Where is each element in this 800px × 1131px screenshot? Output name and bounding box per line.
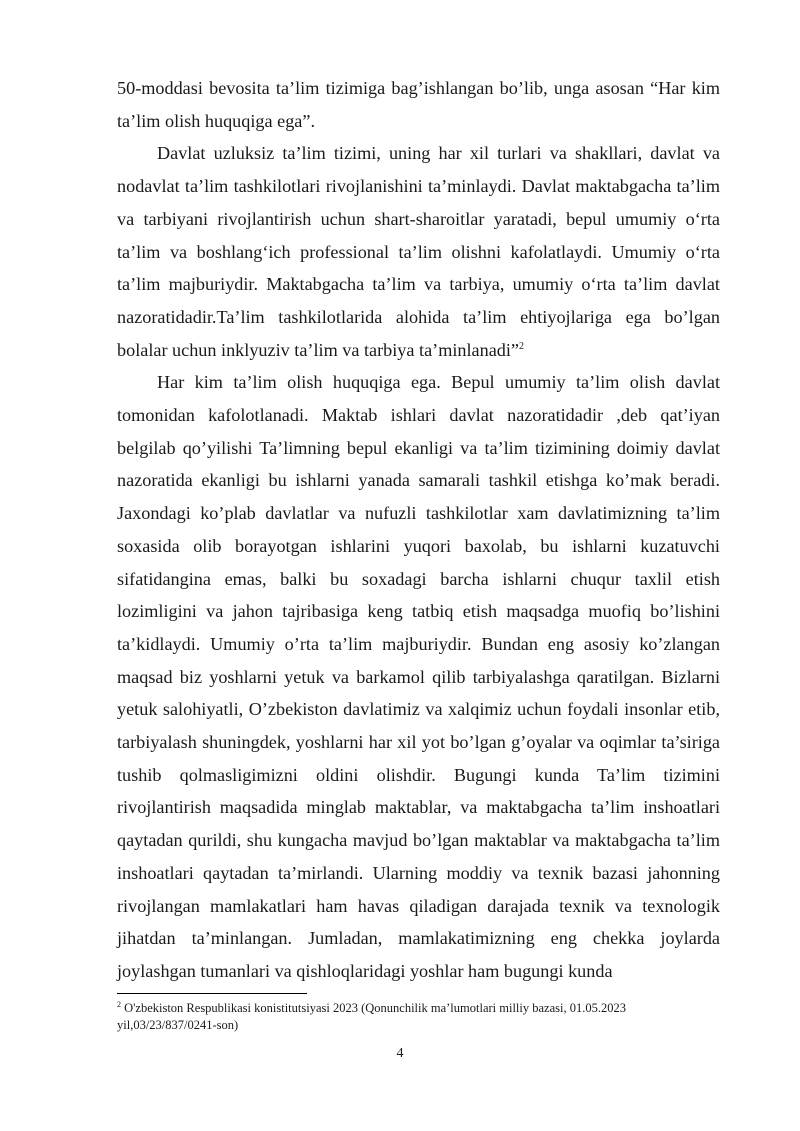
paragraph-2-text: Davlat uzluksiz ta’lim tizimi, uning har xil turlari va shakllari, davlat va nodavlat ta’lim tashkilotlari rivojlanishini ta’minlaydi. Davlat maktabgacha ta’lim va tarbiyani rivojlantirish uchun shart-sharoitlar yaratadi, bepul umumiy o‘rta ta’lim va boshlang‘ich professional ta’lim olishni kafolatlaydi. Umumiy o‘rta ta’lim majburiydir. Maktabgacha ta’lim va tarbiya, umumiy o‘rta ta’lim davlat nazoratidadir.Ta’lim tashkilotlarida alohida ta’lim ehtiyojlariga ega bo’lgan bolalar uchun inklyuziv ta’lim va tarbiya ta’minlanadi” <box>117 143 720 360</box>
page-number: 4 <box>396 1046 404 1061</box>
footnote-separator <box>117 993 307 994</box>
footnote-reference[interactable]: 2 <box>519 340 525 352</box>
paragraph-3: Har kim ta’lim olish huquqiga ega. Bepul umumiy ta’lim olish davlat tomonidan kafolotlanadi. Maktab ishlari davlat nazoratidadir ,deb qat’iyan belgilab qo’yilishi Ta’limning bepul ekanligi va ta’lim tizimining doimiy davlat nazoratida ekanligi bu ishlarni yanada samarali tashkil etishga ko’mak beradi. Jaxondagi ko’plab davlatlar va nufuzli tashkilotlar xam davlatimizning ta’lim soxasida olib borayotgan ishlarini yuqori baxolab, bu ishlarni kuzatuvchi sifatidangina emas, balki bu soxadagi barcha ishlarni chuqur taxlil etish lozimligini va jahon tajribasiga keng tatbiq etish maqsadga muofiq bo’lishini ta’kidlaydi. Umumiy o’rta ta’lim majburiydir. Bundan eng asosiy ko’zlangan maqsad biz yoshlarni yetuk va barkamol qilib tarbiyalashga qaratilgan. Bizlarni yetuk salohiyatli, O’zbekiston davlatimiz va xalqimiz uchun foydali insonlar etib, tarbiyalash shuningdek, yoshlarni har xil yot bo’lgan g’oyalar va oqimlar ta’siriga tushib qolmasligimizni oldini olishdir. Bugungi kunda Ta’lim tizimini rivojlantirish maqsadida minglab maktablar, va maktabgacha ta’lim inshoatlari qaytadan qurildi, shu kungacha mavjud bo’lgan maktablar va maktabgacha ta’lim inshoatlari qaytadan ta’mirlandi. Ularning moddiy va texnik bazasi jahonning rivojlangan mamlakatlari ham havas qiladigan darajada texnik va texnologik jihatdan ta’minlangan. Jumladan, mamlakatimizning eng chekka joylarda joylashgan tumanlari va qishloqlaridagi yoshlar ham bugungi kunda <box>117 372 720 981</box>
paragraph-2 <box>117 137 720 366</box>
footnote-marker: 2 <box>117 999 121 1009</box>
footnote <box>117 1000 720 1034</box>
body-text <box>117 72 720 988</box>
footnote-text: O'zbekiston Respublikasi konistitutsiyasi 2023 (Qonunchilik ma’lumotlari milliy bazasi, 01.05.2023 yil,03/23/837/0241-son) <box>117 1001 626 1032</box>
paragraph-1: 50-moddasi bevosita ta’lim tizimiga bag’ishlangan bo’lib, unga asosan “Har kim ta’lim olish huquqiga ega”. <box>117 78 720 131</box>
